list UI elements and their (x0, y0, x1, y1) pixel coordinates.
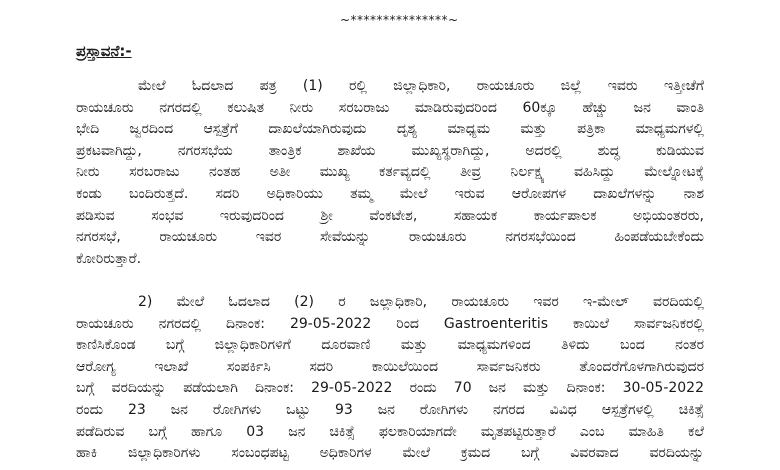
paragraph-line: ಕಂಡು ಬಂದಿರುತ್ತದೆ. ಸದರಿ ಅಧಿಕಾರಿಯು ತಮ್ಮ ಮೇಲೆ ಇರುವ ಆರೋಪಗಳ ದಾಖಲೆಗಳನ್ನು ನಾಶ (76, 185, 704, 202)
paragraph-line: ಮೇಲೆ ಓದಲಾದ ಪತ್ರ (1) ರಲ್ಲಿ ಜಿಲ್ಲಾಧಿಕಾರಿ, ರಾಯಚೂರು ಜಿಲ್ಲೆ ಇವರು ಇತ್ತೀಚೆಗೆ (138, 78, 704, 94)
paragraph-line: ರಂದು 23 ಜನ ರೋಗಿಗಳು ಒಟ್ಟು 93 ಜನ ರೋಗಿಗಳು ನಗರದ ವಿವಿಧ ಆಸ್ಪತ್ರೆಗಳಲ್ಲಿ ಚಿಕಿತ್ಸೆ (76, 401, 704, 418)
paragraph-line: ನಗರಸಭೆ, ರಾಯಚೂರು ಇವರ ಸೇವೆಯನ್ನು ರಾಯಚೂರು ನಗರಸಭೆಯಿಂದ ಹಿಂಪಡೆಯಬೇಕೆಂದು (76, 229, 704, 246)
paragraph-1 (76, 76, 704, 270)
paragraph-line: ಆರೋಗ್ಯ ಇಲಾಖೆ ಸಂಪರ್ಕಿಸಿ ಸದರಿ ಕಾಯಿಲೆಯಿಂದ ಸಾರ್ವಜನಿಕರು ತೊಂದರೆಗೊಳಗಾಗಿರುವುದರ (76, 358, 704, 375)
section-heading: ಪ್ರಸ್ತಾವನೆ:- (76, 42, 132, 60)
paragraph-line: ಪಡೆದಿರುವ ಬಗ್ಗೆ ಹಾಗೂ 03 ಜನ ಚಿಕಿತ್ಸೆ ಫಲಕಾರಿಯಾಗದೇ ಮೃತಪಟ್ಟಿರುತ್ತಾರೆ ಎಂಬ ಮಾಹಿತಿ ಕಲೆ (76, 423, 704, 440)
paragraph-line: ಕೋರಿರುತ್ತಾರೆ. (76, 250, 142, 267)
paragraph-line: 2) ಮೇಲೆ ಓದಲಾದ (2) ರ ಜಲ್ಲಾಧಿಕಾರಿ, ರಾಯಚೂರು ಇವರ ಇ-ಮೇಲ್ ವರದಿಯಲ್ಲಿ (138, 294, 704, 310)
paragraph-line: ಹಾಕಿ ಜಿಲ್ಲಾಧಿಕಾರಿಗಳು ಸಂಬಂಧಪಟ್ಟ ಅಧಿಕಾರಿಗಳ ಮೇಲೆ ಕ್ರಮದ ಬಗ್ಗೆ ವಿವರವಾದ ವರದಿಯನ್ನು (76, 445, 704, 462)
paragraph-line: ಪಡಿಸುವ ಸಂಭವ ಇರುವುದರಿಂದ ಶ್ರೀ ವೆಂಕಟೇಶ, ಸಹಾಯಕ ಕಾರ್ಯಪಾಲಕ ಅಭಿಯಂತರರು, (76, 207, 704, 224)
paragraph-2 (76, 292, 704, 465)
separator-line: ~***************~ (340, 13, 459, 27)
paragraph-line: ಕಾಣಿಸಿಕೊಂಡ ಬಗ್ಗೆ ಜಿಲ್ಲಾಧಿಕಾರಿಗಳಿಗೆ ದೂರವಾಣಿ ಮತ್ತು ಮಾಧ್ಯಮಗಳಿಂದ ತಿಳಿದು ಬಂದ ನಂತರ (76, 337, 704, 354)
paragraph-line: ನೀರು ಸರಬರಾಜು ನಂತಹ ಅತೀ ಮುಖ್ಯ ಕರ್ತವ್ಯದಲ್ಲಿ ತೀವ್ರ ನಿರ್ಲಕ್ಷ್ಯ ವಹಿಸಿದ್ದು ಮೇಲ್ನೋಟಕ್ಕೆ (76, 164, 704, 181)
paragraph-line: ಬಗ್ಗೆ ವರದಿಯನ್ನು ಪಡೆಯಲಾಗಿ ದಿನಾಂಕ: 29-05-2022 ರಂದು 70 ಜನ ಮತ್ತು ದಿನಾಂಕ: 30-05-2022 (76, 380, 704, 397)
paragraph-line: ಭೇದಿ ಜ್ವರದಿಂದ ಆಸ್ಪತ್ರೆಗೆ ದಾಖಲೆಯಾಗಿರುವುದು ದೃಶ್ಯ ಮಾಧ್ಯಮ ಮತ್ತು ಪತ್ರಿಕಾ ಮಾಧ್ಯಮಗಳಲ್ಲಿ (76, 121, 704, 138)
paragraph-line: ರಾಯಚೂರು ನಗರದಲ್ಲಿ ದಿನಾಂಕ: 29-05-2022 ರಿಂದ Gastroenteritis ಕಾಯಿಲೆ ಸಾರ್ವಜನಿಕರಲ್ಲಿ (76, 315, 704, 332)
paragraph-line: ಪ್ರಕಟವಾಗಿದ್ದು, ನಗರಸಭೆಯ ತಾಂತ್ರಿಕ ಶಾಖೆಯ ಮುಖ್ಯಸ್ಥರಾಗಿದ್ದು, ಅದರಲ್ಲಿ ಶುದ್ಧ ಕುಡಿಯುವ (76, 142, 704, 159)
paragraph-line: ರಾಯಚೂರು ನಗರದಲ್ಲಿ ಕಲುಷಿತ ನೀರು ಸರಬರಾಜು ಮಾಡಿರುವುದರಿಂದ 60ಕ್ಕೂ ಹೆಚ್ಚು ಜನ ವಾಂತಿ (76, 99, 704, 116)
